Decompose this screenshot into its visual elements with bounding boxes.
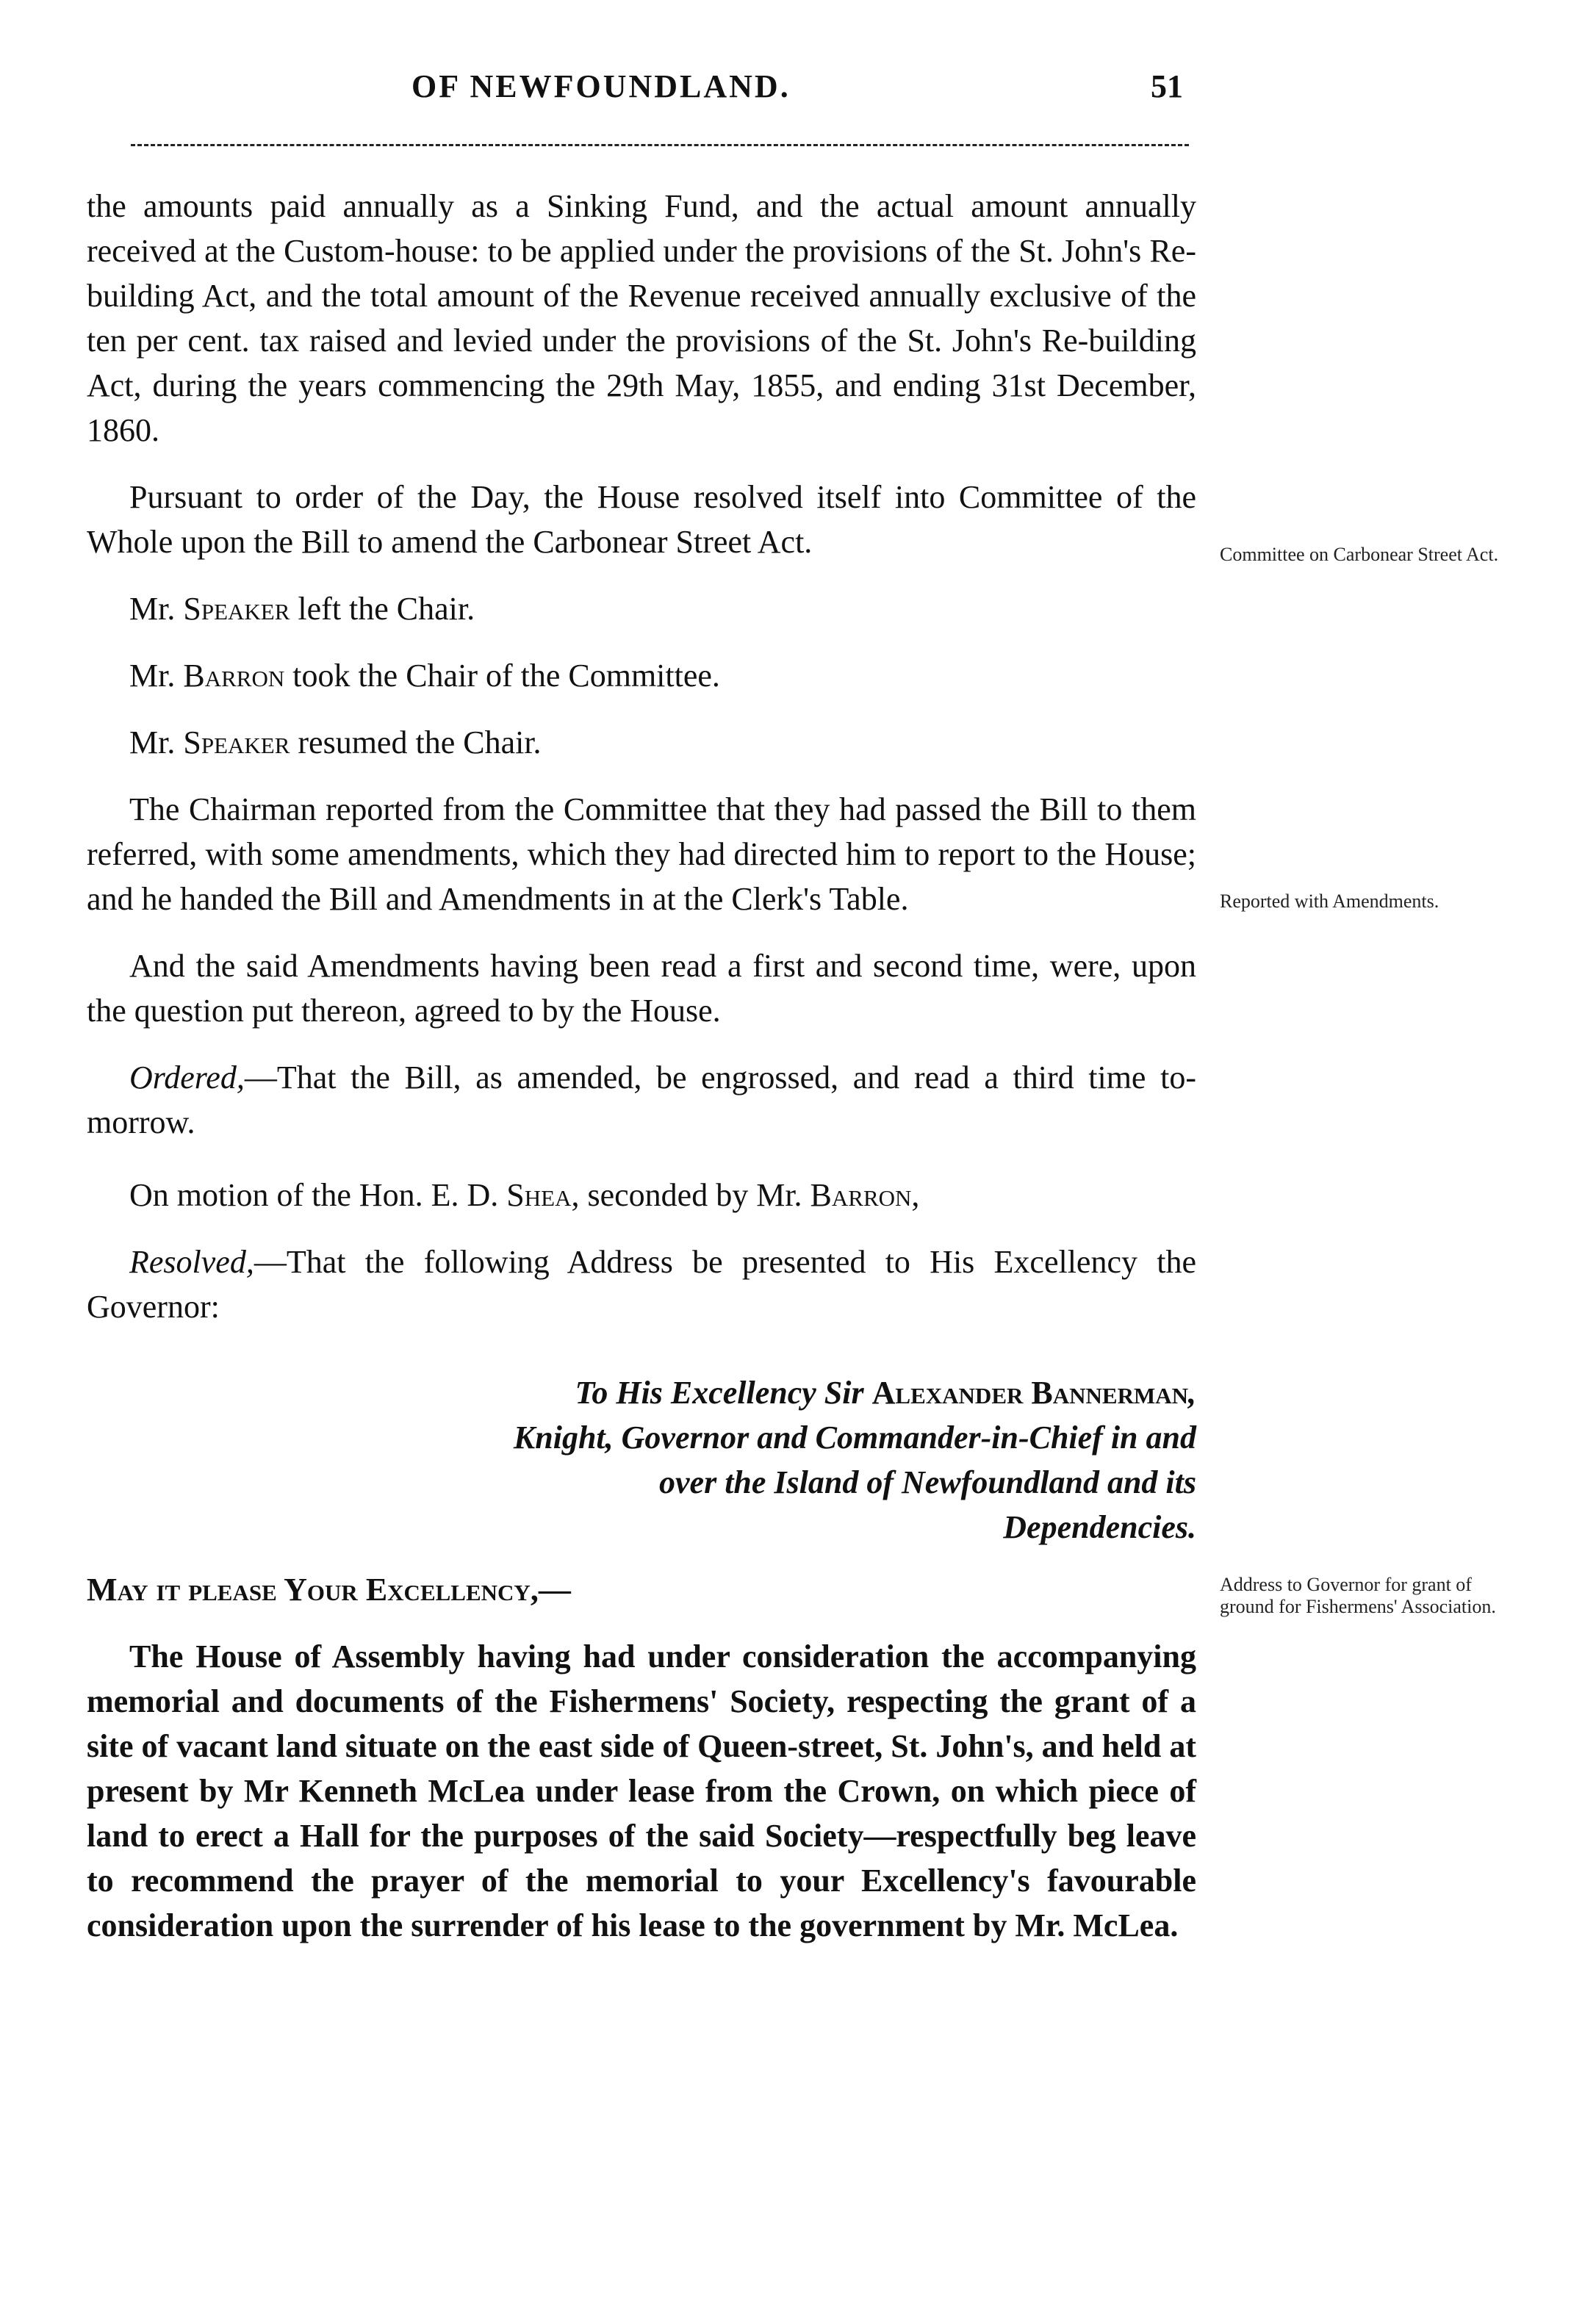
paragraph-barron-chair	[87, 653, 1196, 698]
ordered-label: Ordered,	[129, 1060, 245, 1096]
prefix-text: Mr.	[129, 658, 184, 694]
paragraph-resolved	[87, 1240, 1196, 1329]
shea-name: Shea	[506, 1177, 572, 1213]
address-suffix: , Knight, Governor and Commander-in-Chief in and over the Island of Newfoundland and its Dependencies.	[513, 1375, 1196, 1545]
ordered-text: —That the Bill, as amended, be engrossed, and read a third time to-morrow.	[87, 1060, 1196, 1140]
suffix-text: ,	[911, 1177, 920, 1213]
address-prefix: To His Excellency Sir	[575, 1375, 872, 1411]
page-header	[0, 68, 1596, 112]
paragraph-committee-of-whole: Pursuant to order of the Day, the House resolved itself into Committee of the Whole upon the Bill to amend the Carbonear Street Act.	[87, 479, 1196, 560]
running-head: OF NEWFOUNDLAND.	[411, 68, 791, 104]
suffix-text: left the Chair.	[290, 591, 475, 627]
paragraph-speaker-resumed	[87, 720, 1196, 765]
paragraph-amendments-read: And the said Amendments having been read a first and second time, were, upon the question put thereon, agreed to by the House.	[87, 948, 1196, 1029]
paragraph-sinking-fund: the amounts paid annually as a Sinking Fund, and the actual amount annually received at the Custom-house: to be applied under the provisions of the St. John's Re-building Act, and the total amount of the Revenue received annually exclusive of the ten per cent. tax raised and levied under the provisions of the St. John's Re-building Act, during the years commencing the 29th May, 1855, and ending 31st December, 1860.	[87, 188, 1196, 448]
paragraph-ordered	[87, 1055, 1196, 1145]
speaker-name: Speaker	[183, 724, 290, 760]
governor-name: Alexander Bannerman	[871, 1375, 1188, 1411]
paragraph-speaker-left	[87, 586, 1196, 631]
prefix-text: Mr.	[129, 724, 184, 760]
page-number: 51	[1151, 68, 1183, 104]
salutation: May it please Your Excellency,—	[87, 1572, 571, 1608]
margin-note-address: Address to Governor for grant of ground for Fishermens' Association.	[1220, 1574, 1496, 1617]
paragraph-memorial: The House of Assembly having had under consideration the accompanying memorial and documents of the Fishermens' Society, respecting the grant of a site of vacant land situate on the east side of Queen-street, St. John's, and held at present by Mr Kenneth McLea under lease from the Crown, on which piece of land to erect a Hall for the purposes of the said Society—respectfully beg leave to recommend the prayer of the memorial to your Excellency's favourable consideration upon the surrender of his lease to the government by Mr. McLea.	[87, 1638, 1196, 1943]
speaker-name: Speaker	[183, 591, 290, 627]
suffix-text: took the Chair of the Committee.	[284, 658, 720, 694]
suffix-text: resumed the Chair.	[290, 724, 542, 760]
prefix-text: Mr.	[129, 591, 184, 627]
middle-text: , seconded by Mr.	[571, 1177, 810, 1213]
barron-name: Barron	[183, 658, 285, 694]
margin-note-reported: Reported with Amendments.	[1220, 891, 1439, 912]
address-block	[513, 1370, 1196, 1550]
body-text	[87, 184, 1196, 1948]
paragraph-motion	[87, 1173, 1196, 1217]
prefix-text: On motion of the Hon. E. D.	[129, 1177, 507, 1213]
resolved-text: —That the following Address be presented to His Excellency the Governor:	[87, 1244, 1196, 1325]
resolved-label: Resolved,	[129, 1244, 254, 1280]
margin-note-committee: Committee on Carbonear Street Act.	[1220, 544, 1499, 565]
header-rule	[131, 144, 1189, 146]
paragraph-chairman-reported: The Chairman reported from the Committee that they had passed the Bill to them referred, with some amendments, which they had directed him to report to the House; and he handed the Bill and Amendments in at the Clerk's Table.	[87, 791, 1196, 917]
barron-name: Barron	[810, 1177, 912, 1213]
